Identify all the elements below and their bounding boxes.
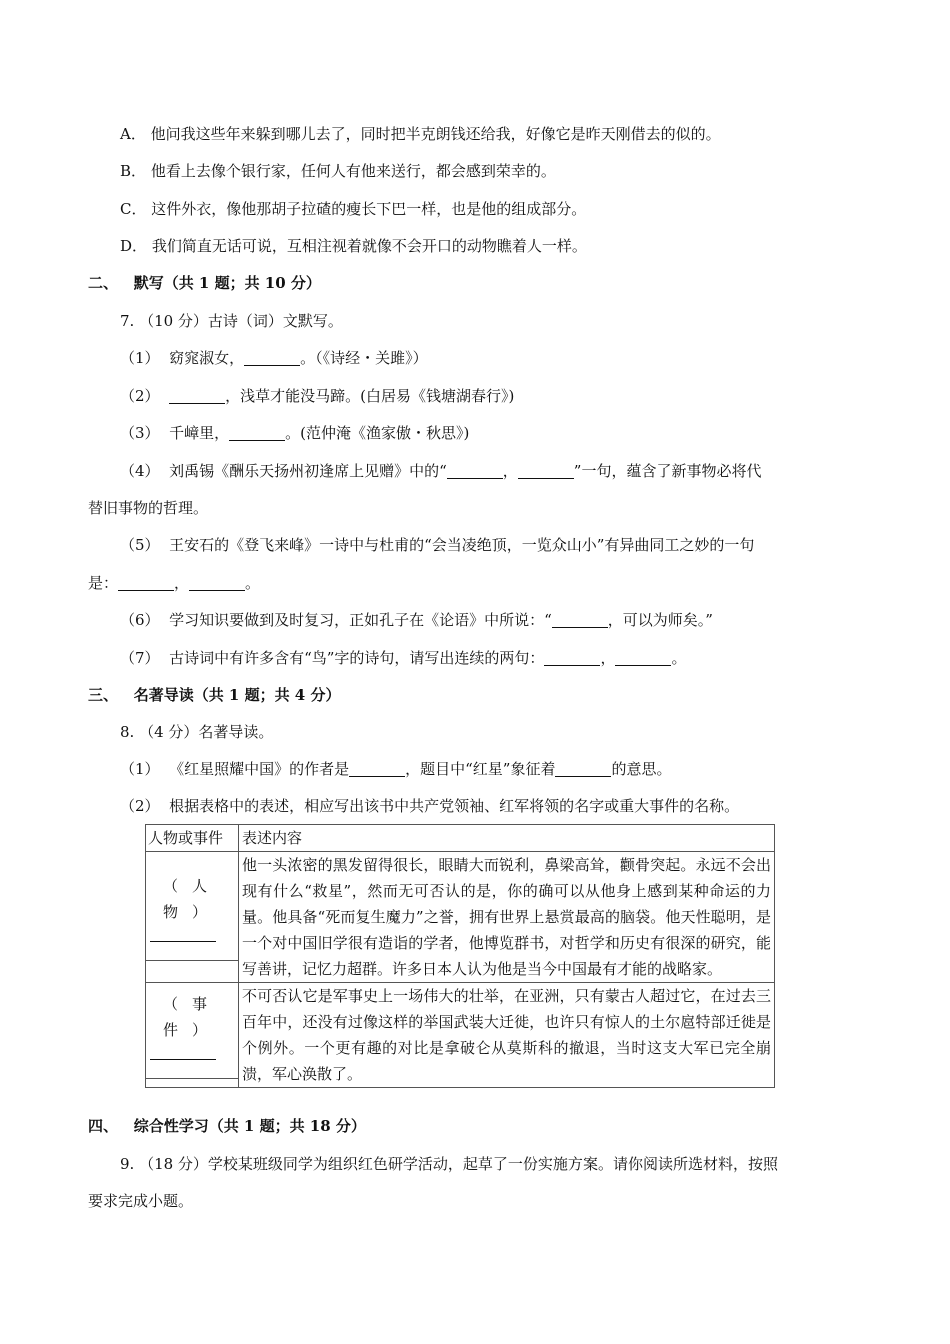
answer-blank[interactable] xyxy=(518,463,574,479)
option-a: A． 他问我这些年来躲到哪儿去了，同时把半克朗钱还给我，好像它是昨天刚借去的似的。 xyxy=(120,125,721,143)
row-label: （事件） xyxy=(162,995,221,1039)
section-heading-4: 四、 综合性学习（共 1 题；共 18 分） xyxy=(88,1117,366,1135)
q8-item-2: （2） 根据表格中的表述，相应写出该书中共产党领袖、红军将领的名字或重大事件的名称。 xyxy=(120,797,740,815)
table-label-cell xyxy=(146,983,239,1088)
q7-item-2: （2） ，浅草才能没马蹄。(白居易《钱塘湖春行》) xyxy=(120,387,515,405)
question-9-line-1: 9. （18 分）学校某班级同学为组织红色研学活动，起草了一份实施方案。请你阅读所选材料，按照 xyxy=(120,1155,778,1173)
section-heading-2: 二、 默写（共 1 题；共 10 分） xyxy=(88,274,321,292)
table-row xyxy=(146,852,775,983)
q7-item-3: （3） 千嶂里， 。(范仲淹《渔家傲・秋思》) xyxy=(120,424,470,442)
cell-divider xyxy=(146,1078,238,1079)
section-heading-3: 三、 名著导读（共 1 题；共 4 分） xyxy=(88,686,341,704)
q7-item-5: （5） 王安石的《登飞来峰》一诗中与杜甫的“会当凌绝顶，一览众山小”有异曲同工之妙的一句 xyxy=(120,536,755,554)
table-label-cell xyxy=(146,852,239,983)
q8-item-1: （1） 《红星照耀中国》的作者是 ，题目中“红星”象征着 的意思。 xyxy=(120,760,672,778)
cell-divider xyxy=(146,960,238,961)
q7-item-4-cont: 替旧事物的哲理。 xyxy=(88,499,209,517)
table-desc-cell: 他一头浓密的黑发留得很长，眼睛大而锐利，鼻梁高耸，颧骨突起。永远不会出现有什么“救星”，然而无可否认的是，你的确可以从他身上感到某种命运的力量。他具备“死而复生魔力”之誉，拥有世界上悬赏最高的脑袋。他天性聪明，是一个对中国旧学很有造诣的学者，他博览群书，对哲学和历史有很深的研究，能写善讲，记忆力超群。许多日本人认为他是当今中国最有才能的战略家。 xyxy=(239,852,775,983)
option-d: D． 我们简直无话可说，互相注视着就像不会开口的动物瞧着人一样。 xyxy=(120,237,587,255)
book-table xyxy=(145,824,775,1088)
answer-blank[interactable] xyxy=(150,929,216,942)
answer-blank[interactable] xyxy=(615,650,671,666)
question-7-stem: 7. （10 分）古诗（词）文默写。 xyxy=(120,312,343,330)
q7-item-4: （4） 刘禹锡《酬乐天扬州初逢席上见赠》中的“ ， ”一句，蕴含了新事物必将代 xyxy=(120,462,762,480)
answer-blank[interactable] xyxy=(229,425,285,441)
q7-item-7: （7） 古诗词中有许多含有“鸟”字的诗句，请写出连续的两句： ， 。 xyxy=(120,649,687,667)
table-header-cell: 表述内容 xyxy=(239,825,775,852)
table-row xyxy=(146,983,775,1088)
table-header-cell: 人物或事件 xyxy=(146,825,239,852)
q7-item-5-cont: 是： ， 。 xyxy=(88,574,261,592)
question-8-stem: 8. （4 分）名著导读。 xyxy=(120,723,274,741)
row-label: （人物） xyxy=(162,877,221,921)
table-header-row xyxy=(146,825,775,852)
answer-blank[interactable] xyxy=(552,612,608,628)
answer-blank[interactable] xyxy=(544,650,600,666)
answer-blank[interactable] xyxy=(150,1047,216,1060)
answer-blank[interactable] xyxy=(189,575,245,591)
q7-item-1: （1） 窈窕淑女， 。（《诗经・关雎》） xyxy=(120,349,428,367)
answer-blank[interactable] xyxy=(555,761,611,777)
q7-item-6: （6） 学习知识要做到及时复习，正如孔子在《论语》中所说：“ ，可以为师矣。” xyxy=(120,611,713,629)
answer-blank[interactable] xyxy=(169,388,225,404)
option-c: C． 这件外衣，像他那胡子拉碴的瘦长下巴一样，也是他的组成部分。 xyxy=(120,200,587,218)
answer-blank[interactable] xyxy=(244,350,300,366)
option-b: B． 他看上去像个银行家，任何人有他来送行，都会感到荣幸的。 xyxy=(120,162,556,180)
answer-blank[interactable] xyxy=(447,463,503,479)
question-9-line-2: 要求完成小题。 xyxy=(88,1192,194,1210)
answer-blank[interactable] xyxy=(118,575,174,591)
table-desc-cell: 不可否认它是军事史上一场伟大的壮举，在亚洲，只有蒙古人超过它，在过去三百年中，还没有过像这样的举国武装大迁徙，也许只有惊人的土尔扈特部迁徙是个例外。一个更有趣的对比是拿破仑从莫斯科的撤退，当时这支大军已完全崩溃，军心涣散了。 xyxy=(239,983,775,1088)
answer-blank[interactable] xyxy=(349,761,405,777)
